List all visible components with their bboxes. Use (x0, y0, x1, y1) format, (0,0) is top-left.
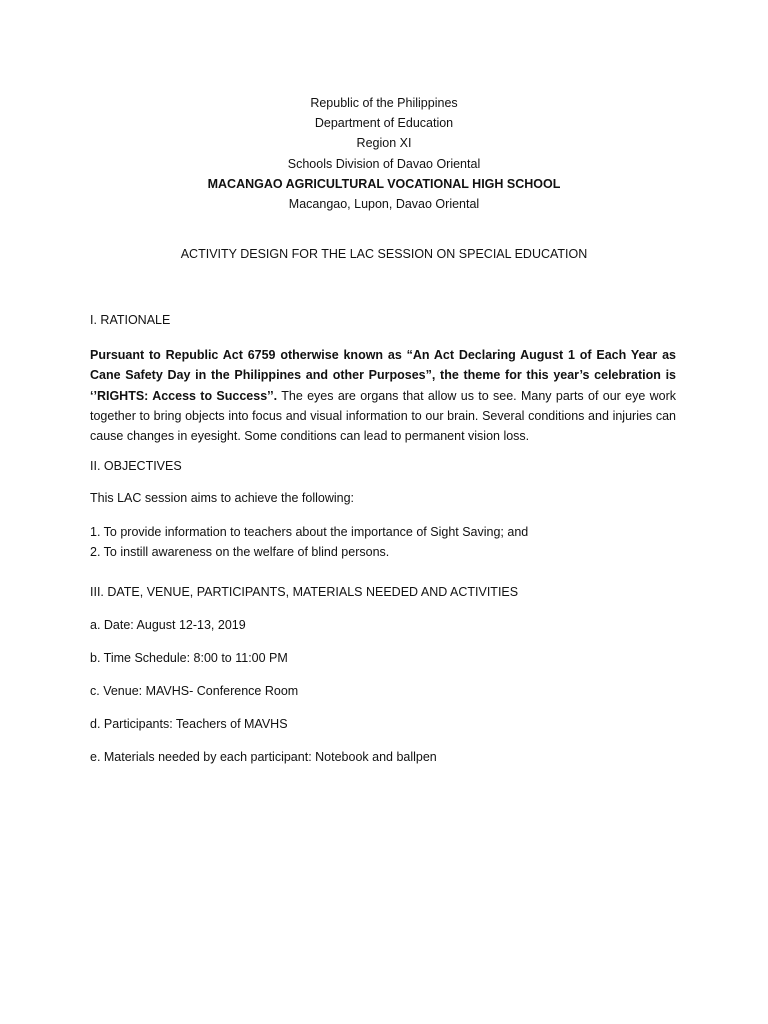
rationale-paragraph-bold: Pursuant to Republic Act 6759 otherwise known as “An Act Declaring August 1 of Each Year as Cane Safety Day in the Philippines and other Purposes”, the theme for this year’s celebration is ‘’RIGHTS: Access to Success’’. (90, 348, 676, 403)
rationale-paragraph-body: The eyes are organs that allow us to see. Many parts of our eye work together to bring objects into focus and visual information to our brain. Several conditions and injuries can cause changes in eyesight. Some conditions can lead to permanent vision loss. (90, 388, 677, 444)
objective-item: 2. To instill awareness on the welfare of blind persons. (90, 545, 390, 559)
letterhead-country: Republic of the Philippines (310, 96, 458, 110)
letterhead-division: Schools Division of Davao Oriental (287, 156, 481, 171)
document-title: ACTIVITY DESIGN FOR THE LAC SESSION ON SPECIAL EDUCATION (180, 247, 588, 261)
detail-time-schedule: b. Time Schedule: 8:00 to 11:00 PM (90, 651, 288, 665)
detail-materials: e. Materials needed by each participant: Notebook and ballpen (90, 750, 437, 764)
details-heading: III. DATE, VENUE, PARTICIPANTS, MATERIALS NEEDED AND ACTIVITIES (90, 585, 519, 599)
letterhead-school-name: MACANGAO AGRICULTURAL VOCATIONAL HIGH SCHOOL (207, 176, 561, 191)
letterhead-address: Macangao, Lupon, Davao Oriental (288, 197, 480, 212)
objectives-heading: II. OBJECTIVES (90, 459, 182, 473)
rationale-paragraph (90, 345, 676, 446)
rationale-heading: I. RATIONALE (90, 313, 171, 327)
letterhead (0, 93, 768, 214)
letterhead-department: Department of Education (314, 116, 454, 131)
detail-participants: d. Participants: Teachers of MAVHS (90, 717, 288, 731)
detail-venue: c. Venue: MAVHS- Conference Room (90, 684, 299, 698)
objectives-intro: This LAC session aims to achieve the following: (90, 491, 355, 505)
objective-item: 1. To provide information to teachers about the importance of Sight Saving; and (90, 525, 529, 539)
detail-date: a. Date: August 12-13, 2019 (90, 618, 246, 632)
letterhead-region: Region XI (356, 136, 412, 151)
